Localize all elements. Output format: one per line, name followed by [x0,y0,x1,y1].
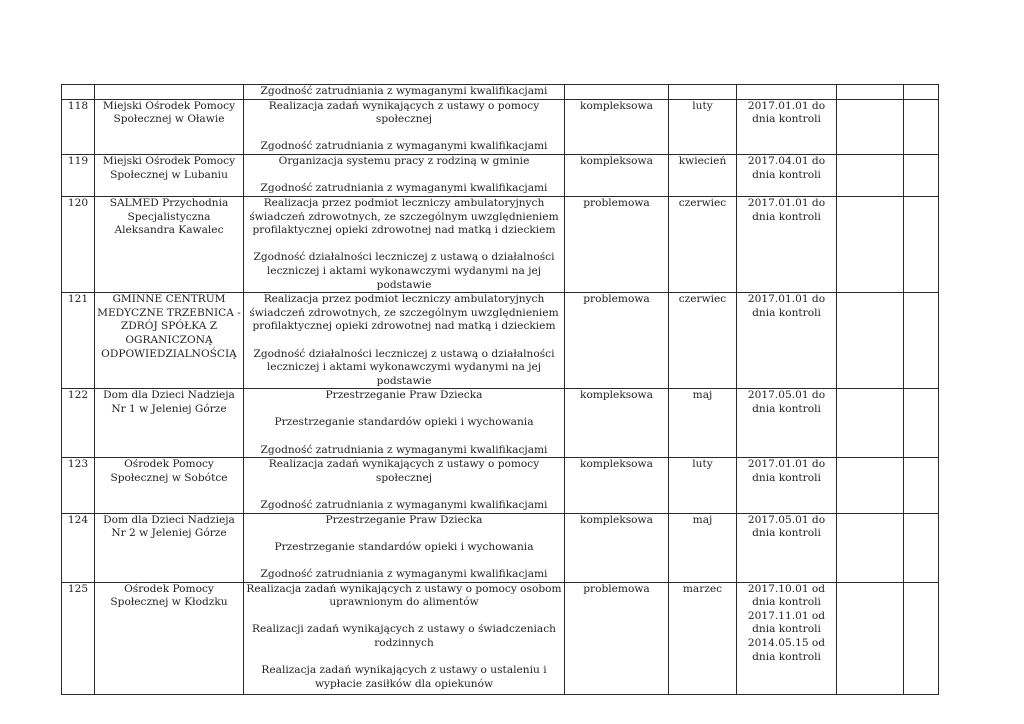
cell-empty-2 [904,85,939,100]
cell-topics [244,513,565,582]
cell-empty-2 [904,458,939,513]
cell-entity: Ośrodek Pomocy Społecznej w Sobótce [95,458,244,513]
period-text: 2017.01.01 do dnia kontroli [747,99,826,126]
cell-no: 120 [62,196,95,292]
cell-period [737,389,837,458]
cell-topics [244,154,565,196]
period-text: 2017.01.01 do dnia kontroli [747,458,826,484]
cell-period [737,458,837,513]
cell-period [737,293,837,389]
cell-month [669,85,737,100]
cell-no: 122 [62,389,95,458]
topic-text: Zgodność zatrudniania z wymaganymi kwalifikacjami [260,182,548,195]
cell-empty-2 [904,293,939,389]
topic-text: Zgodność zatrudniania z wymaganymi kwalifikacjami [260,85,548,97]
topic-text: Przestrzeganie Praw Dziecka [325,513,483,526]
cell-type: problemowa [565,293,669,389]
period-text: 2017.01.01 do dnia kontroli [747,293,826,319]
cell-type: problemowa [565,196,669,292]
cell-topics [244,458,565,513]
table-row [62,293,939,389]
table-row [62,582,939,694]
cell-type: kompleksowa [565,154,669,196]
cell-month: luty [669,458,737,513]
topic-text: Realizacja przez podmiot leczniczy ambulatoryjnych świadczeń zdrowotnych, ze szczególnym uwzględnieniem profilaktycznej opieki zdrowotnej nad matką i dzieckiem [249,293,559,333]
cell-empty-2 [904,582,939,694]
cell-topics [244,99,565,154]
cell-type: kompleksowa [565,389,669,458]
topic-text: Realizacja zadań wynikających z ustawy o ustaleniu i wypłacie zasiłków dla opiekunów [261,664,547,690]
cell-entity: Miejski Ośrodek Pomocy Społecznej w Lubaniu [95,154,244,196]
table-row [62,513,939,582]
cell-month: luty [669,99,737,154]
table-row [62,99,939,154]
table-row [62,196,939,292]
cell-entity: Ośrodek Pomocy Społecznej w Kłodzku [95,582,244,694]
cell-topics [244,196,565,292]
topic-text: Zgodność zatrudniania z wymaganymi kwalifikacjami [260,568,548,581]
cell-entity: Dom dla Dzieci Nadzieja Nr 1 w Jeleniej Górze [95,389,244,458]
cell-topics [244,389,565,458]
topic-text: Przestrzeganie Praw Dziecka [325,389,483,402]
cell-period [737,582,837,694]
cell-empty-1 [837,293,904,389]
table-body [62,85,939,695]
topic-text: Realizacja zadań wynikających z ustawy o pomocy społecznej [268,99,540,126]
cell-month: kwiecień [669,154,737,196]
continuation-row [62,85,939,100]
cell-period [737,85,837,100]
cell-no: 124 [62,513,95,582]
cell-no: 121 [62,293,95,389]
cell-period [737,513,837,582]
cell-type: problemowa [565,582,669,694]
topic-text: Realizacja przez podmiot leczniczy ambulatoryjnych świadczeń zdrowotnych, ze szczególnym uwzględnieniem profilaktycznej opieki zdrowotnej nad matką i dzieckiem [249,196,559,237]
cell-topics [244,582,565,694]
cell-empty-1 [837,154,904,196]
period-text: 2017.11.01 od dnia kontroli [747,609,826,636]
cell-month: czerwiec [669,196,737,292]
cell-month: maj [669,389,737,458]
cell-type [565,85,669,100]
cell-empty-1 [837,85,904,100]
table-row [62,154,939,196]
cell-no: 123 [62,458,95,513]
inspection-plan-table [61,84,939,695]
cell-period [737,99,837,154]
cell-type: kompleksowa [565,458,669,513]
cell-empty-1 [837,196,904,292]
cell-entity: Dom dla Dzieci Nadzieja Nr 2 w Jeleniej Górze [95,513,244,582]
period-text: 2017.05.01 do dnia kontroli [747,389,826,415]
cell-no: 125 [62,582,95,694]
table-row [62,458,939,513]
cell-period [737,196,837,292]
cell-entity: GMINNE CENTRUM MEDYCZNE TRZEBNICA - ZDRÓJ SPÓŁKA Z OGRANICZONĄ ODPOWIEDZIALNOŚCIĄ [95,293,244,389]
cell-type: kompleksowa [565,513,669,582]
cell-month: maj [669,513,737,582]
topic-text: Realizacja zadań wynikających z ustawy o pomocy osobom uprawnionym do alimentów [246,582,562,609]
cell-topics [244,293,565,389]
cell-topics [244,85,565,100]
topic-text: Zgodność działalności leczniczej z ustawą o działalności leczniczej i aktami wykonawczymi wydanymi na jej podstawie [253,347,555,387]
period-text: 2017.10.01 od dnia kontroli [747,582,826,609]
cell-empty-2 [904,389,939,458]
period-text: 2017.05.01 do dnia kontroli [747,513,826,540]
period-text: 2017.01.01 do dnia kontroli [747,196,826,223]
cell-period [737,154,837,196]
cell-no: 118 [62,99,95,154]
topic-text: Zgodność zatrudniania z wymaganymi kwalifikacjami [260,499,548,512]
cell-empty-1 [837,513,904,582]
cell-empty-1 [837,99,904,154]
cell-empty-2 [904,513,939,582]
cell-empty-2 [904,196,939,292]
topic-text: Realizacji zadań wynikających z ustawy o świadczeniach rodzinnych [251,623,557,650]
period-text: 2014.05.15 od dnia kontroli [747,637,826,663]
table-row [62,389,939,458]
cell-no: 119 [62,154,95,196]
cell-entity: Miejski Ośrodek Pomocy Społecznej w Oławie [95,99,244,154]
cell-empty-1 [837,389,904,458]
cell-month: czerwiec [669,293,737,389]
period-text: 2017.04.01 do dnia kontroli [747,154,826,181]
topic-text: Przestrzeganie standardów opieki i wychowania [274,416,534,429]
topic-text: Zgodność zatrudniania z wymaganymi kwalifikacjami [260,443,548,456]
cell-month: marzec [669,582,737,694]
topic-text: Realizacja zadań wynikających z ustawy o pomocy społecznej [268,458,540,484]
cell-empty-2 [904,154,939,196]
cell-empty-1 [837,582,904,694]
topic-text: Organizacja systemu pracy z rodziną w gminie [278,154,530,167]
topic-text: Zgodność zatrudniania z wymaganymi kwalifikacjami [260,140,548,153]
cell-entity: SALMED Przychodnia Specjalistyczna Aleksandra Kawalec [95,196,244,292]
cell-empty-1 [837,458,904,513]
cell-no [62,85,95,100]
cell-empty-2 [904,99,939,154]
cell-type: kompleksowa [565,99,669,154]
cell-entity [95,85,244,100]
topic-text: Zgodność działalności leczniczej z ustawą o działalności leczniczej i aktami wykonawczymi wydanymi na jej podstawie [253,251,555,291]
topic-text: Przestrzeganie standardów opieki i wychowania [274,540,534,553]
